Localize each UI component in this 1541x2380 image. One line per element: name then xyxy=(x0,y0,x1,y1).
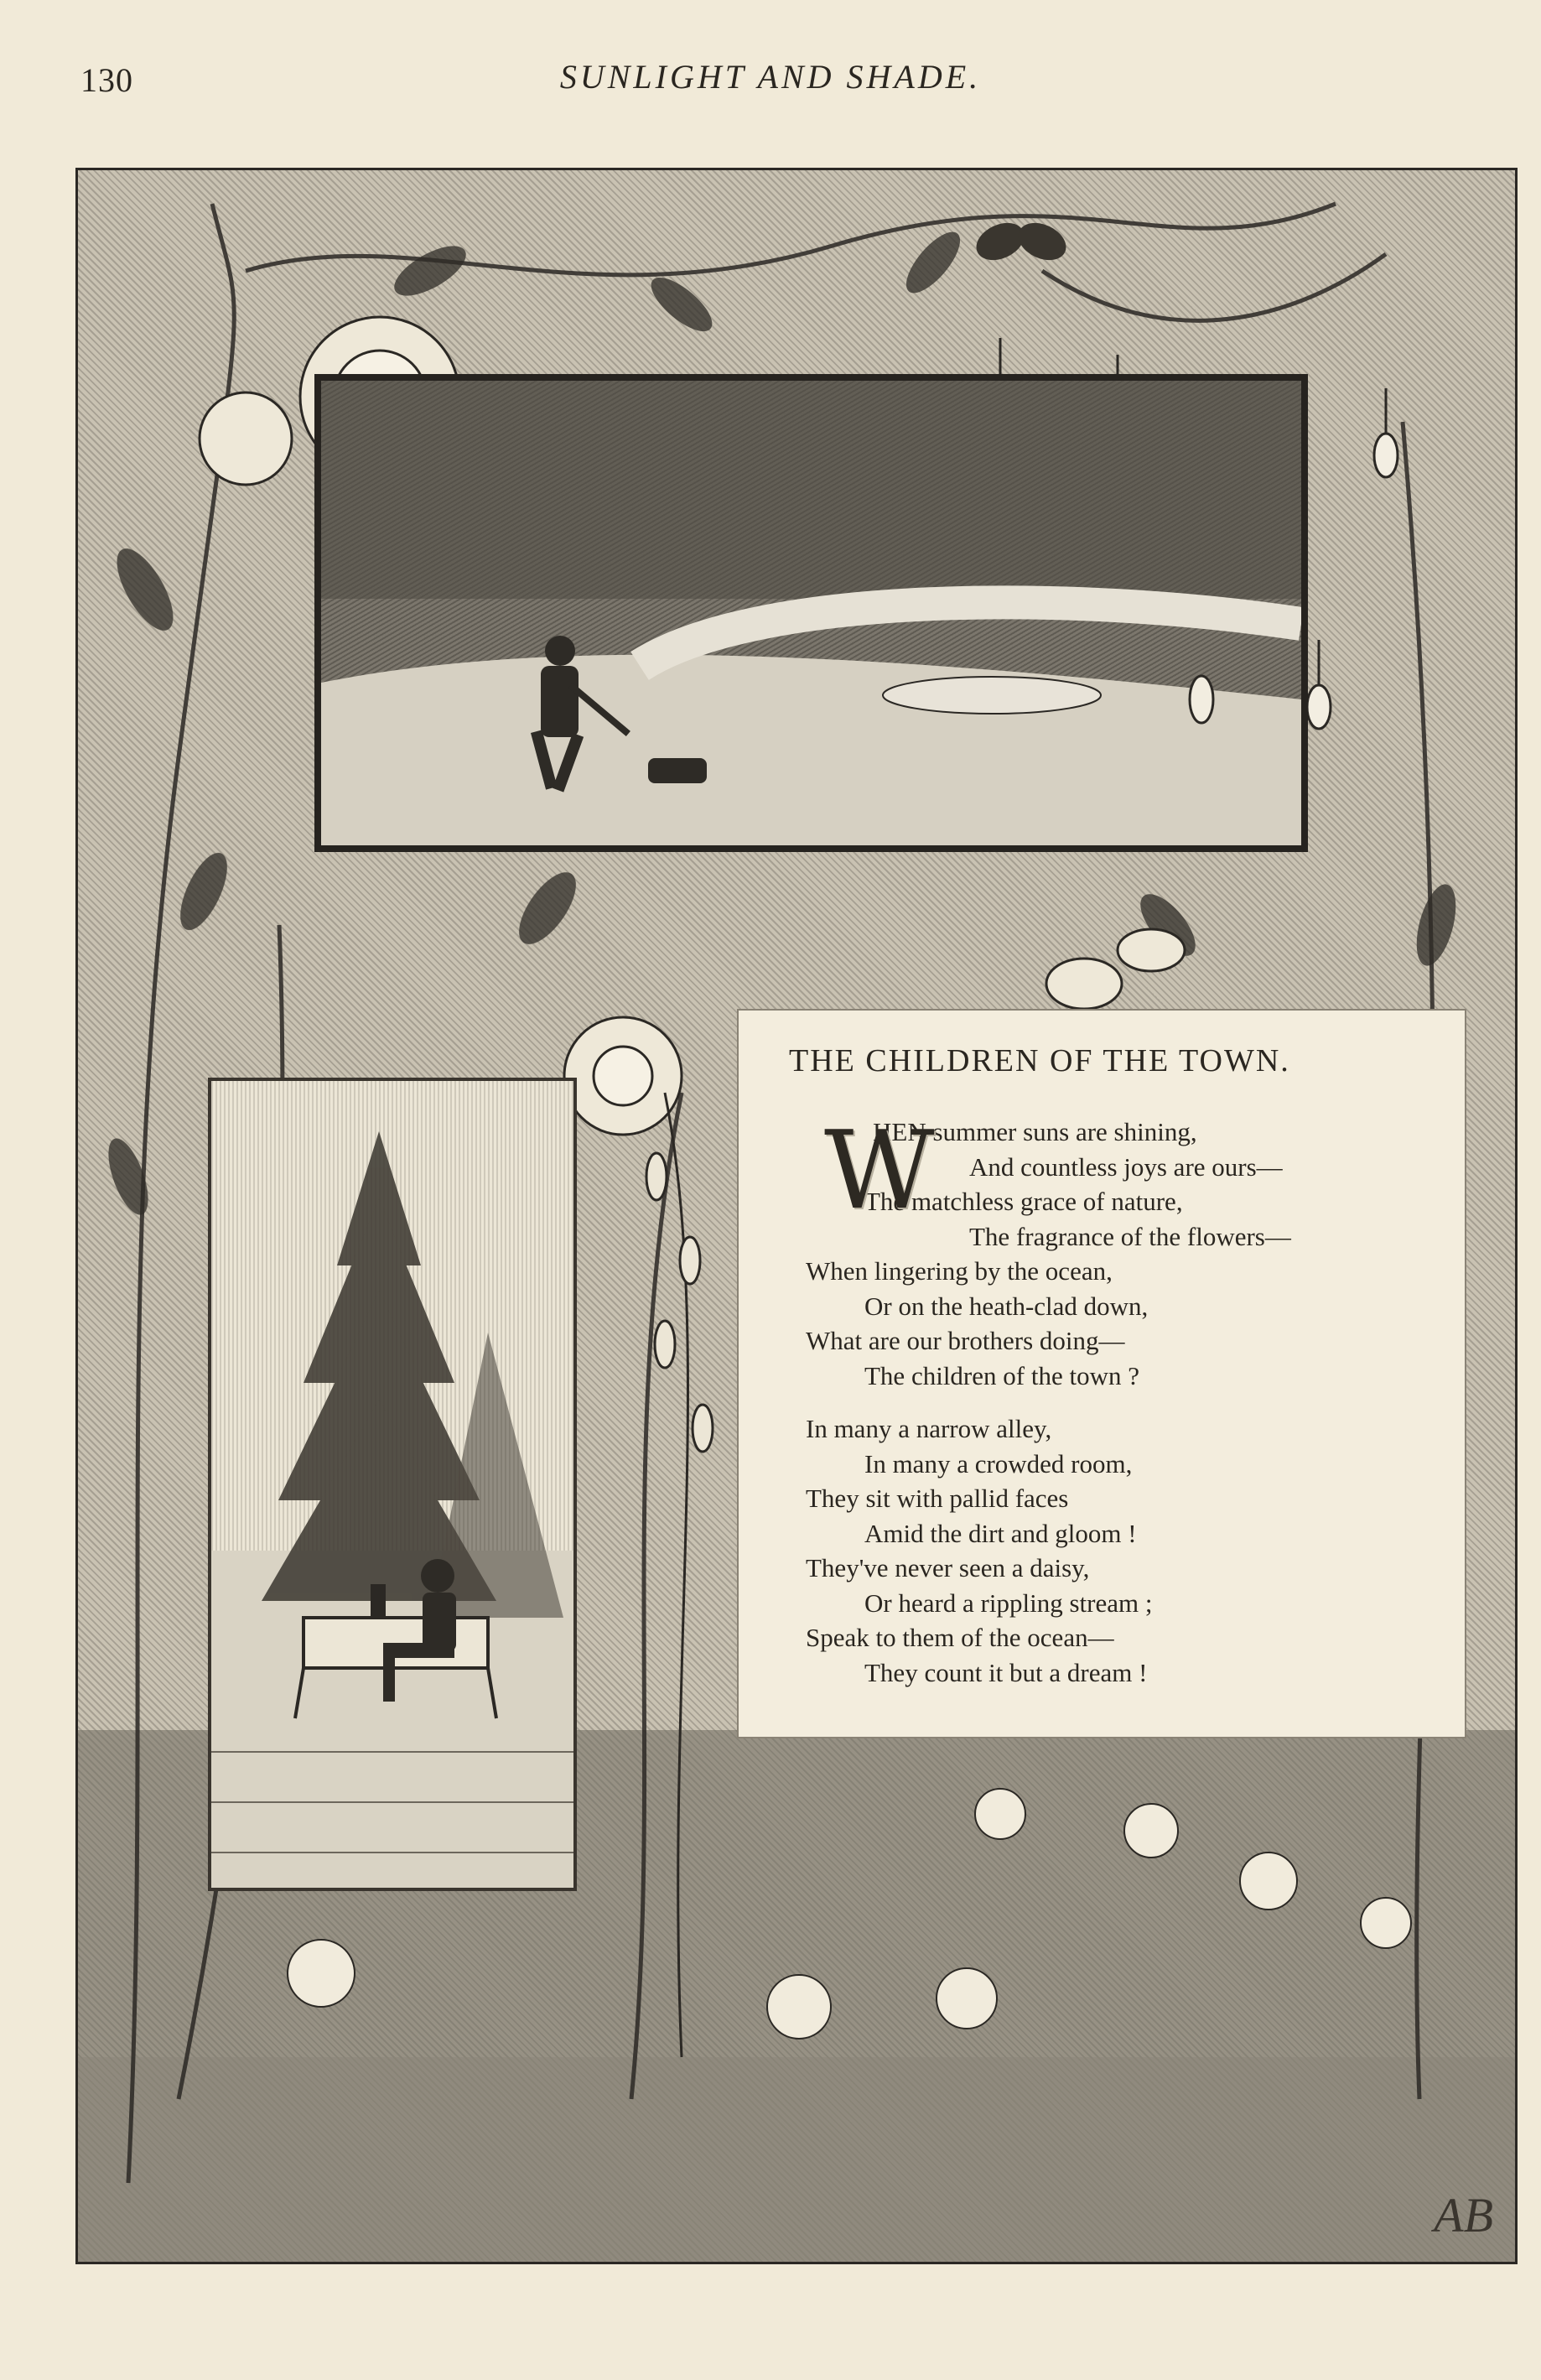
page-number: 130 xyxy=(80,61,133,99)
poem-line: They count it but a dream ! xyxy=(864,1657,1148,1687)
poem-line: In many a narrow alley, xyxy=(806,1414,1052,1443)
running-head: SUNLIGHT AND SHADE. xyxy=(559,58,982,96)
engraving-illustration xyxy=(75,168,1518,2264)
lawn-mower-scene xyxy=(321,381,1301,845)
poem-panel xyxy=(737,1009,1466,1738)
poem-line: What are our brothers doing— xyxy=(806,1326,1125,1355)
poem-line: The matchless grace of nature, xyxy=(864,1187,1183,1216)
stanza-2 xyxy=(806,1411,1431,1690)
pine-tree-bench-vignette xyxy=(208,1078,577,1891)
poem-line: In many a crowded room, xyxy=(864,1448,1133,1478)
poem-line: HEN summer suns are shining, xyxy=(873,1117,1197,1146)
poem-line: The children of the town ? xyxy=(864,1360,1139,1390)
poem-line: They sit with pallid faces xyxy=(806,1484,1069,1513)
poem-line: Or heard a rippling stream ; xyxy=(864,1588,1153,1618)
poem-line: Speak to them of the ocean— xyxy=(806,1623,1114,1652)
poem-line: Or on the heath-clad down, xyxy=(864,1291,1149,1321)
poem-line: Amid the dirt and gloom ! xyxy=(864,1518,1137,1548)
poem-line: And countless joys are ours— xyxy=(969,1151,1283,1182)
pine-tree-scene xyxy=(211,1081,573,1888)
artist-monogram: AB xyxy=(1434,2188,1493,2242)
poem-line: The fragrance of the flowers— xyxy=(969,1221,1291,1251)
decorative-dropcap: W xyxy=(824,1109,935,1234)
poem-line: When lingering by the ocean, xyxy=(806,1256,1113,1286)
poem-line: They've never seen a daisy, xyxy=(806,1553,1090,1582)
poem-title: THE CHILDREN OF THE TOWN. xyxy=(789,1043,1290,1078)
lawn-mower-vignette xyxy=(314,374,1308,852)
